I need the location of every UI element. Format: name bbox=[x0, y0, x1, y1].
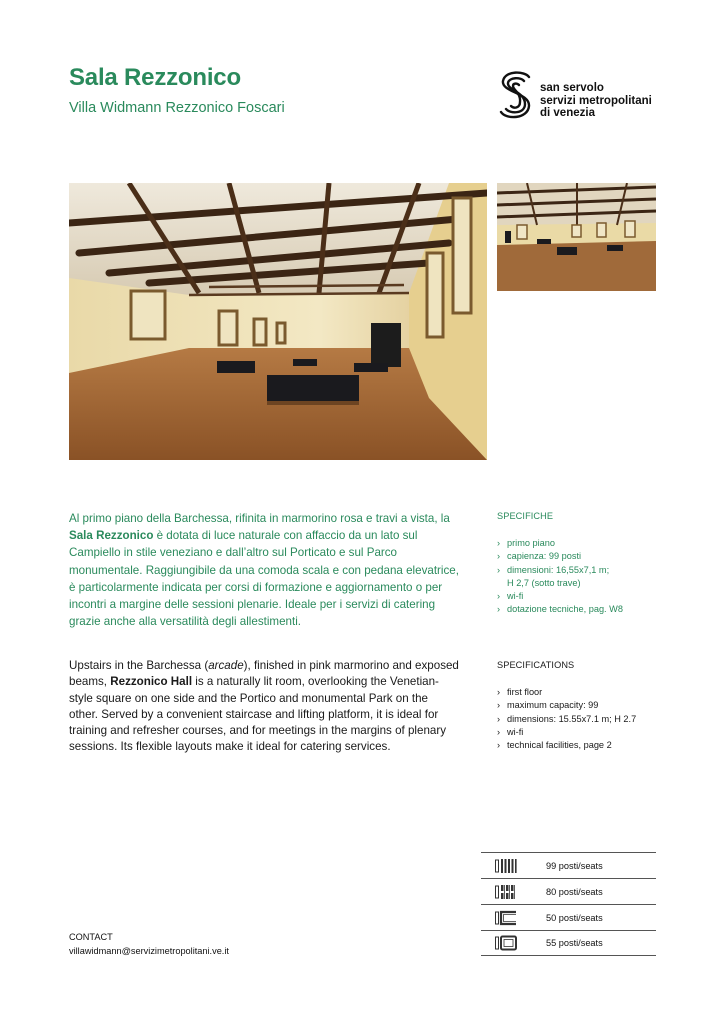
theatre-layout-icon bbox=[495, 858, 517, 874]
spec-value: wi-fi bbox=[507, 591, 524, 602]
classroom-layout-icon bbox=[495, 884, 517, 900]
chevron-right-icon: › bbox=[497, 726, 501, 737]
list-item bbox=[497, 686, 667, 699]
hall-interior-photo bbox=[69, 183, 487, 460]
ss-monogram-icon bbox=[496, 68, 536, 122]
seating-row-theatre bbox=[481, 852, 656, 878]
spec-value: technical facilities, page 2 bbox=[507, 740, 612, 751]
seating-capacity-label: 50 posti/seats bbox=[546, 912, 603, 923]
italian-description bbox=[69, 510, 459, 630]
list-item bbox=[497, 699, 667, 712]
list-item bbox=[497, 739, 667, 752]
page-subtitle: Villa Widmann Rezzonico Foscari bbox=[69, 100, 285, 116]
spec-value: wi-fi bbox=[507, 726, 524, 737]
specifiche-heading: SPECIFICHE bbox=[497, 511, 554, 521]
brand-line-2: servizi metropolitani bbox=[540, 94, 652, 107]
spec-value: dimensioni: 16,55x7,1 m; bbox=[507, 564, 610, 575]
english-text-2: ), finished in pink marmorino and exposed beams, bbox=[69, 659, 459, 689]
english-arcade-term: arcade bbox=[208, 659, 244, 672]
spec-value: primo piano bbox=[507, 538, 556, 548]
brand-line-3: di venezia bbox=[540, 107, 595, 119]
chevron-right-icon: › bbox=[497, 687, 501, 697]
list-item bbox=[497, 564, 667, 591]
chevron-right-icon: › bbox=[497, 713, 501, 724]
spec-value: maximum capacity: 99 bbox=[507, 700, 599, 711]
italian-text-1: Al primo piano della Barchessa, rifinita in marmorino rosa e travi a vista, la bbox=[69, 512, 450, 525]
spec-value: dotazione tecniche, pag. W8 bbox=[507, 604, 623, 615]
seating-row-classroom bbox=[481, 878, 656, 904]
seating-capacity-label: 99 posti/seats bbox=[546, 860, 603, 871]
chevron-right-icon: › bbox=[497, 700, 501, 711]
english-text-1: Upstairs in the Barchessa ( bbox=[69, 659, 209, 672]
spec-value-cont: H 2,7 (sotto trave) bbox=[507, 577, 581, 588]
list-item bbox=[497, 713, 667, 726]
contact-heading: CONTACT bbox=[69, 932, 113, 942]
brand-logo bbox=[496, 68, 666, 122]
specifications-heading: SPECIFICATIONS bbox=[497, 660, 575, 670]
list-item bbox=[497, 537, 667, 550]
brand-line-1: san servolo bbox=[540, 82, 604, 94]
italian-text-2: è dotata di luce naturale con affaccio da un lato sul Campiello in stile veneziano e dall’altro sul Porticato e sul Parco monumentale. Raggiungibile da una comoda scala e con pedana elevatrice, è particolarmente indicata per corsi di formazione e aggiornamento o per incontri a margine delle sessioni plenarie. Ideale per i servizi di catering grazie anche alla versatilità degli allestimenti. bbox=[69, 529, 459, 629]
hall-interior-photo-wide bbox=[497, 183, 656, 291]
chevron-right-icon: › bbox=[497, 604, 501, 615]
italian-hall-name: Sala Rezzonico bbox=[69, 529, 154, 543]
specifications-list bbox=[497, 686, 667, 752]
chevron-right-icon: › bbox=[497, 551, 501, 562]
seating-capacity-label: 55 posti/seats bbox=[546, 938, 603, 948]
spec-value: dimensions: 15.55x7.1 m; H 2.7 bbox=[507, 713, 637, 724]
spec-value: first floor bbox=[507, 687, 543, 697]
page-title: Sala Rezzonico bbox=[69, 64, 241, 91]
seating-layouts-table bbox=[481, 852, 656, 956]
brand-name bbox=[540, 82, 652, 120]
chevron-right-icon: › bbox=[497, 564, 501, 575]
u-shape-layout-icon bbox=[495, 910, 517, 926]
specifiche-list bbox=[497, 537, 667, 617]
list-item bbox=[497, 726, 667, 739]
spec-value: capienza: 99 posti bbox=[507, 551, 582, 562]
english-hall-name: Rezzonico Hall bbox=[110, 675, 193, 689]
seating-row-boardroom bbox=[481, 930, 656, 956]
boardroom-layout-icon bbox=[495, 935, 517, 951]
list-item bbox=[497, 550, 667, 563]
list-item bbox=[497, 590, 667, 603]
seating-row-u-shape bbox=[481, 904, 656, 930]
list-item bbox=[497, 603, 667, 616]
chevron-right-icon: › bbox=[497, 591, 501, 602]
english-description bbox=[69, 658, 459, 756]
chevron-right-icon: › bbox=[497, 740, 501, 751]
contact-email-link[interactable]: villawidmann@servizimetropolitani.ve.it bbox=[69, 946, 229, 956]
chevron-right-icon: › bbox=[497, 538, 501, 548]
english-text-3: is a naturally lit room, overlooking the Venetian-style square on one side and the Portico and monumental Park on the other. Served by a convenient staircase and lifting platform, it is ideal for training and refresher courses, and for meetings in the margins of plenary sessions. Its flexible layouts make it ideal for catering services. bbox=[69, 675, 446, 754]
seating-capacity-label: 80 posti/seats bbox=[546, 886, 603, 897]
